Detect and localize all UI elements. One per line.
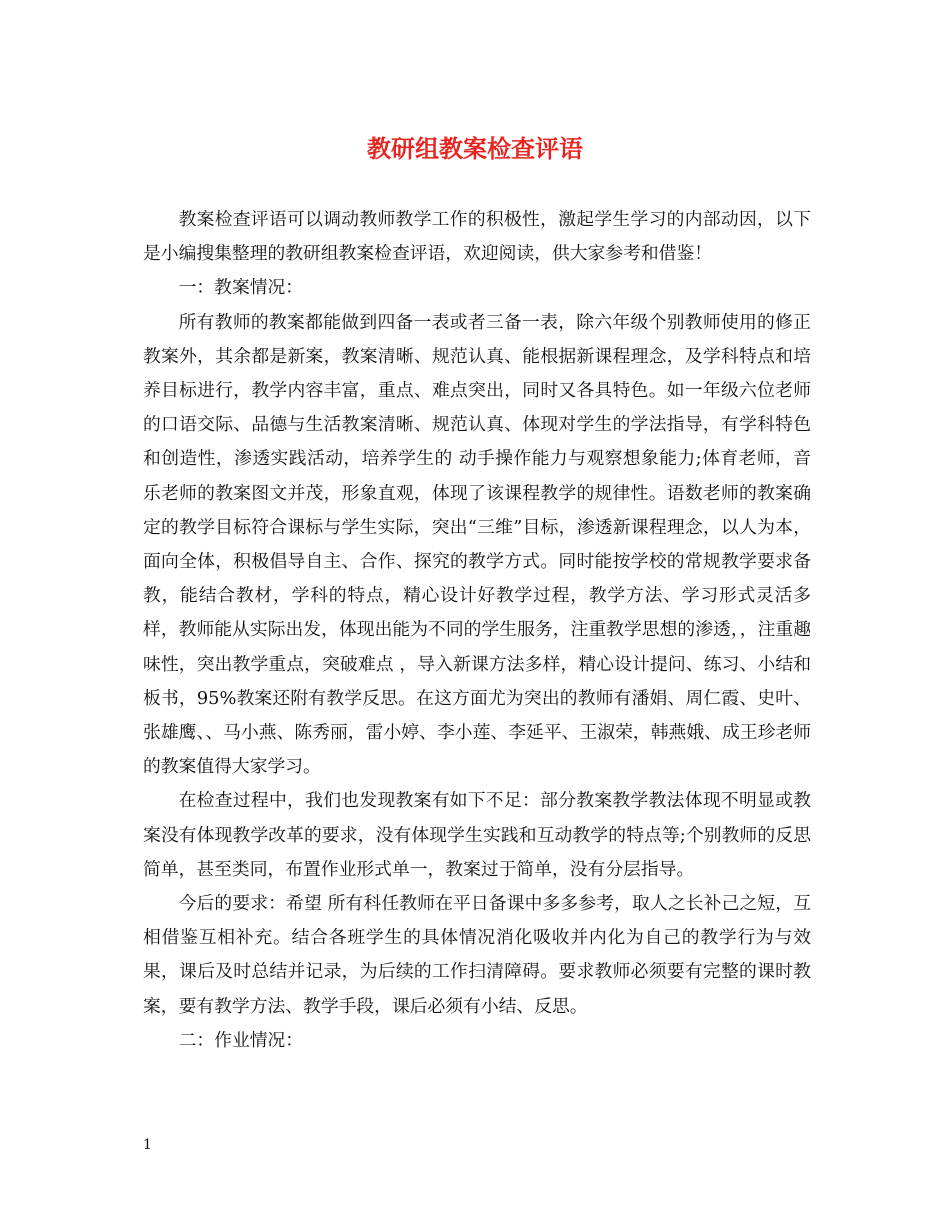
section-heading-lesson-plans: 一：教案情况：	[178, 277, 304, 299]
shortcomings-paragraph: 在检查过程中，我们也发现教案有如下不足：部分教案教学教法体现不明显或教案没有体现教学改革的要求，没有体现学生实践和互动教学的特点等;个别教师的反思简单，甚至类同，布置作业形式单一，教案过于简单，没有分层指导。	[143, 790, 811, 880]
document-body	[143, 203, 811, 1058]
intro-paragraph: 教案检查评语可以调动教师教学工作的积极性，激起学生学习的内部动因，以下是小编搜集整理的教研组教案检查评语，欢迎阅读，供大家参考和借鉴！	[143, 209, 811, 265]
lesson-plans-paragraph: 所有教师的教案都能做到四备一表或者三备一表，除六年级个别教师使用的修正教案外，其余都是新案，教案清晰、规范认真、能根据新课程理念，及学科特点和培养目标进行，教学内容丰富，重点、难点突出，同时又各具特色。如一年级六位老师的口语交际、品德与生活教案清晰、规范认真、体现对学生的学法指导，有学科特色和创造性，渗透实践活动，培养学生的 动手操作能力与观察想象能力;体育老师，音乐老师的教案图文并茂，形象直观，体现了该课程教学的规律性。语数老师的教案确定的教学目标符合课标与学生实际，突出“三维”目标，渗透新课程理念，以人为本，面向全体，积极倡导自主、合作、探究的教学方式。同时能按学校的常规教学要求备教，能结合教材，学科的特点，精心设计好教学过程，教学方法、学习形式灵活多样，教师能从实际出发，体现出能为不同的学生服务，注重教学思想的渗透，，注重趣味性，突出教学重点，突破难点 ，导入新课方法多样，精心设计提问、练习、小结和板书，95%教案还附有教学反思。在这方面尤为突出的教师有潘娟、周仁霞、史叶、张雄鹰、、马小燕、陈秀丽，雷小婷、李小莲、李延平、王淑荣，韩燕娥、成王珍老师的教案值得大家学习。	[143, 311, 811, 778]
page-number: 1	[143, 1137, 152, 1153]
document-title: 教研组教案检查评语	[367, 134, 583, 163]
section-heading-homework: 二：作业情况：	[178, 1029, 304, 1051]
requirements-paragraph: 今后的要求：希望 所有科任教师在平日备课中多多参考，取人之长补己之短，互相借鉴互相补充。结合各班学生的具体情况消化吸收并内化为自己的教学行为与效果，课后及时总结并记录，为后续的工作扫清障碍。要求教师必须要有完整的课时教案，要有教学方法、教学手段，课后必须有小结、反思。	[143, 893, 811, 1017]
